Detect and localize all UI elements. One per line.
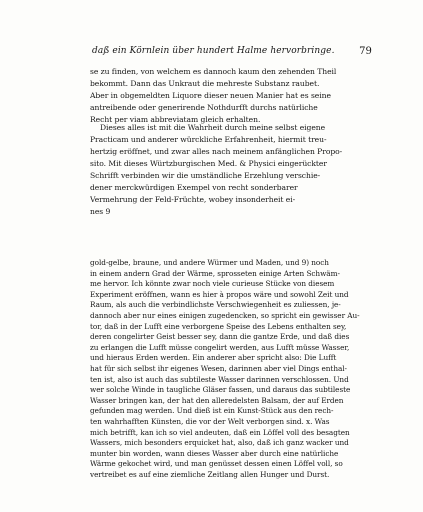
text-line: Practicam und anderer würckliche Erfahrenheit, hiermit treu- bbox=[90, 135, 327, 144]
text-line: ten wahrhafften Künsten, die vor der Welt verborgen sind. x. Was bbox=[90, 416, 330, 426]
text-line: antreibende oder generirende Nothdurfft durchs natürliche bbox=[90, 103, 318, 112]
text-line: Raum, als auch die verbindlichste Verschwiegenheit es zuliessen, je- bbox=[90, 300, 341, 310]
text-line: Aber in obgemeldten Liquore dieser neuen Manier hat es seine bbox=[90, 91, 331, 100]
text-line: und hieraus Erden werden. Ein anderer aber spricht also: Die Lufft bbox=[90, 353, 337, 363]
text-line: Experiment eröffnen, wann es hier à propos wäre und sowohl Zeit und bbox=[90, 289, 349, 299]
text-line: Dieses alles ist mit die Wahrheit durch meine selbst eigene bbox=[100, 123, 326, 132]
text-line: Wärme gekochet wird, und man genüsset dessen einen Löffel voll, so bbox=[90, 459, 343, 469]
text-line: Wassers, mich besonders erquicket hat, also, daß ich ganz wacker und bbox=[90, 438, 349, 448]
text-line: mich betrifft, kan ich so viel andeuten, daß ein Löffel voll des besagten bbox=[90, 427, 350, 437]
text-line: ten ist, also ist auch das subtileste Wasser darinnen verschlossen. Und bbox=[90, 374, 349, 384]
text-line: vertreibet es auf eine ziemliche Zeitlang allen Hunger und Durst. bbox=[90, 469, 330, 479]
paragraph-1 bbox=[90, 66, 370, 126]
text-line: hertzig eröffnet, und zwar alles nach meinem anfänglichen Propo- bbox=[90, 147, 343, 156]
text-line: Vermehrung der Feld-Früchte, wobey insonderheit ei- bbox=[90, 195, 296, 204]
text-line: wer solche Winde in taugliche Gläser fassen, und daraus das subtileste bbox=[90, 385, 351, 395]
text-line: in einem andern Grad der Wärme, sprosseten einige Arten Schwäm- bbox=[90, 268, 340, 278]
text-line: Recht per viam abbreviatam gleich erhalten. bbox=[90, 115, 261, 124]
text-line: bekommt. Dann das Unkraut die mehreste Substanz raubet. bbox=[90, 79, 320, 88]
catchword-line: nes 9 bbox=[90, 207, 111, 216]
text-line: Schrifft verbinden wir die umständliche Erzehlung verschie- bbox=[90, 171, 321, 180]
text-line: dener merckwürdigen Exempel von recht sonderbarer bbox=[90, 183, 298, 192]
page-number: 79 bbox=[359, 46, 372, 57]
text-line: zu erlangen die Lufft müsse congelirt werden, aus Lufft müsse Wasser, bbox=[90, 342, 350, 352]
text-line: dannoch aber nur eines einigen zugedencken, so spricht ein gewisser Au- bbox=[90, 310, 360, 320]
text-line: gold-gelbe, braune, und andere Würmer und Maden, und 9) noch bbox=[90, 258, 329, 267]
text-line: Wasser bringen kan, der hat den alleredelsten Balsam, der auf Erden bbox=[90, 395, 344, 405]
text-line: gefunden mag werden. Und dieß ist ein Kunst-Stück aus den rech- bbox=[90, 406, 334, 416]
text-line: hat für sich selbst ihr eigenes Wesen, darinnen aber viel Dings enthal- bbox=[90, 363, 347, 373]
text-line: me hervor. Ich könnte zwar noch viele curieuse Stücke von diesem bbox=[90, 279, 335, 289]
text-line: se zu finden, von welchem es dannoch kaum den zehenden Theil bbox=[90, 67, 337, 76]
running-title: daß ein Körnlein über hundert Halme hervorbringe. bbox=[92, 46, 335, 56]
text-line: tor, daß in der Lufft eine verborgene Speise des Lebens enthalten sey, bbox=[90, 321, 347, 331]
text-line: munter bin worden, wann dieses Wasser aber durch eine natürliche bbox=[90, 448, 339, 458]
paragraph-3 bbox=[90, 258, 370, 480]
paragraph-2 bbox=[90, 122, 370, 218]
text-line: sito. Mit dieses Würtzburgischen Med. & Physici eingerückter bbox=[90, 159, 327, 168]
text-line: deren congelirter Geist besser sey, dann die gantze Erde, und daß dies bbox=[90, 332, 350, 342]
